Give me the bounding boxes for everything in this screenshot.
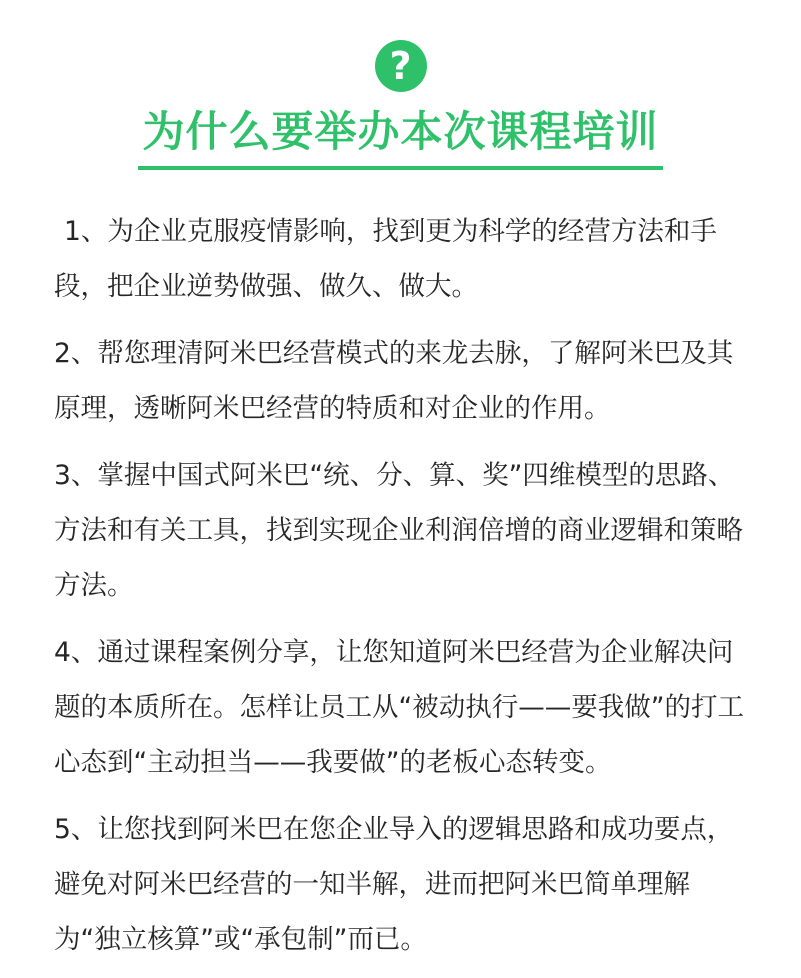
list-item: 3、掌握中国式阿米巴“统、分、算、奖”四维模型的思路、方法和有关工具，找到实现企业利润倍增的商业逻辑和策略方法。: [54, 460, 743, 601]
list-item: 1、为企业克服疫情影响，找到更为科学的经营方法和手段，把企业逆势做强、做久、做大。: [54, 216, 717, 302]
list-item: 2、帮您理清阿米巴经营模式的来龙去脉，了解阿米巴及其原理，透晰阿米巴经营的特质和对企业的作用。: [54, 338, 734, 424]
reason-list: [0, 204, 801, 967]
page-title: 为什么要举办本次课程培训: [138, 104, 662, 170]
list-item: 5、让您找到阿米巴在您企业导入的逻辑思路和成功要点，避免对阿米巴经营的一知半解，进而把阿米巴简单理解为“独立核算”或“承包制”而已。: [54, 814, 734, 955]
header: [0, 40, 801, 170]
question-icon: ?: [375, 40, 427, 92]
list-item: 4、通过课程案例分享，让您知道阿米巴经营为企业解决问题的本质所在。怎样让员工从“被动执行——要我做”的打工心态到“主动担当——我要做”的老板心态转变。: [54, 637, 744, 778]
